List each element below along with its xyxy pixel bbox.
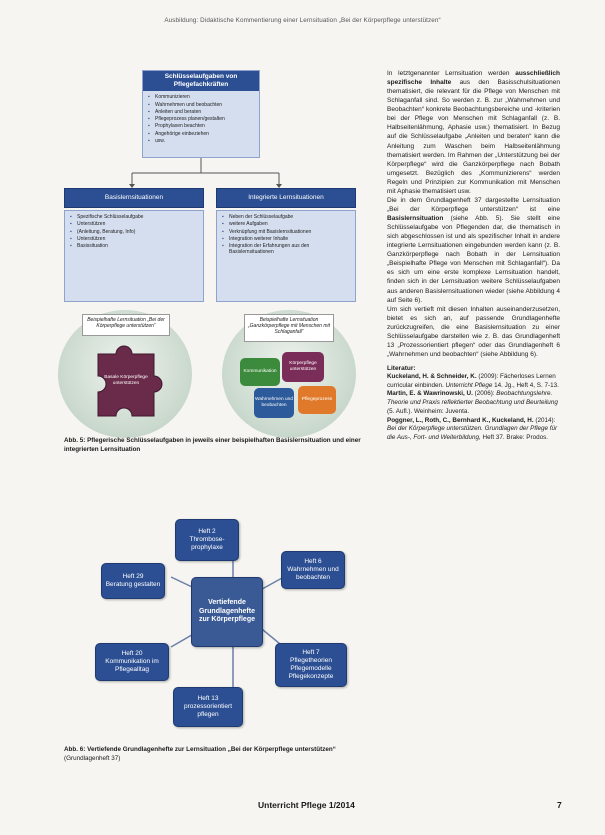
text-emphasis: ausschließlich spezifische Inhalte bbox=[387, 70, 560, 87]
running-head: Ausbildung: Didaktische Kommentierung einer Lernsituation „Bei der Körperpflege unterstützen“ bbox=[164, 17, 441, 24]
node-text: Beratung gestalten bbox=[105, 581, 161, 588]
booklet-2-node bbox=[175, 519, 239, 561]
node-title: Heft 6 bbox=[304, 558, 322, 566]
puzzle-piece-communication: Kommunikation bbox=[240, 358, 280, 386]
lit-text: (2009): Fächerloses Lernen curricular einbinden. bbox=[387, 373, 556, 389]
booklet-29-node bbox=[101, 563, 165, 599]
figure-2-caption-source: (Grundlagenheft 37) bbox=[64, 754, 121, 762]
center-node: Vertiefende Grundlagenhefte zur Körperpflege bbox=[191, 577, 263, 647]
node-text: Kommunikation im Pflegealltag bbox=[105, 658, 159, 673]
basis-puzzle-label: Basale Körperpflege unterstützen bbox=[104, 375, 148, 386]
lit-authors: Kuckeland, H. & Schneider, K. bbox=[387, 373, 477, 381]
lit-tail: Heft 37. Brake: Prodos. bbox=[480, 433, 549, 441]
basis-item: ▪ Basissituation bbox=[70, 243, 198, 249]
basis-header: Basislernsituationen bbox=[64, 188, 204, 208]
key-task-item: ▪ Wahrnehmen und beobachten bbox=[148, 102, 254, 108]
integrated-example-label: Beispielhafte Lernsituation „Ganzkörperpflege mit Menschen mit Schlaganfall“ bbox=[244, 314, 334, 342]
integrated-header: Integrierte Lernsituationen bbox=[216, 188, 356, 208]
node-text: Thrombose-prophylaxe bbox=[189, 536, 225, 551]
puzzle-piece-observe: Wahrnehmen und beobachten bbox=[254, 388, 294, 418]
figure-2 bbox=[75, 515, 375, 740]
booklet-20-node bbox=[95, 643, 169, 681]
literature-entry bbox=[387, 417, 560, 443]
integrated-item: ▪ Verknüpfung mit Basislernsituationen bbox=[222, 229, 350, 235]
key-task-item: ▪ Prophylaxen beachten bbox=[148, 123, 254, 129]
literature-heading: Literatur: bbox=[387, 365, 416, 372]
node-text: Wahrnehmen und beobachten bbox=[287, 566, 339, 581]
paragraph-1 bbox=[387, 69, 560, 196]
lit-tail: (5. Aufl.). Weinheim: Juventa. bbox=[387, 407, 470, 415]
integrated-item: ▪ Integration weiterer Inhalte bbox=[222, 236, 350, 242]
lit-authors: Martin, E. & Wawrinowski, U. bbox=[387, 390, 473, 398]
lit-tail: 14. Jg., Heft 4, S. 7-13. bbox=[492, 381, 559, 389]
lit-title: Beobachtungslehre. Theorie und Praxis reflektierter Beobachtung und Beurteilung bbox=[387, 390, 558, 407]
figure-1 bbox=[64, 70, 376, 448]
basis-list-box bbox=[64, 210, 204, 302]
puzzle-piece-process: Pflegeprozess bbox=[298, 386, 336, 414]
key-task-item: ▪ Kommunizieren bbox=[148, 94, 254, 100]
node-title: Heft 29 bbox=[122, 573, 144, 581]
lit-title: Unterricht Pflege bbox=[445, 381, 493, 389]
body-text-column bbox=[387, 69, 560, 443]
booklet-7-node bbox=[275, 643, 347, 687]
paragraph-2 bbox=[387, 196, 560, 305]
node-title: Heft 20 bbox=[121, 650, 143, 658]
integrated-item: ▪ weitere Aufgaben bbox=[222, 221, 350, 227]
node-text: Pflegetheorien Pflegemodelle Pflegekonzepte bbox=[288, 657, 334, 680]
integrated-item: ▪ Neben der Schlüsselaufgabe bbox=[222, 214, 350, 220]
integrated-list-box bbox=[216, 210, 356, 302]
basis-item: ▪ Unterstützen bbox=[70, 236, 198, 242]
node-title: Heft 2 bbox=[198, 528, 216, 536]
lit-authors: Poggner, L., Roth, C., Bernhard K., Kuckeland, H. bbox=[387, 416, 534, 424]
node-title: Heft 13 bbox=[197, 695, 219, 703]
magazine-issue: Unterricht Pflege 1/2014 bbox=[258, 800, 355, 810]
basis-item: ▪ Spezifische Schlüsselaufgabe bbox=[70, 214, 198, 220]
node-text: prozessorientiert pflegen bbox=[183, 703, 233, 718]
basis-item: ▪ (Anleitung, Beratung, Info) bbox=[70, 229, 198, 235]
integrated-item: ▪ Integration der Erfahrungen aus den Basislernsituationen bbox=[222, 243, 350, 256]
text-span: aus den Basisschulsituationen thematisiert, die relevant für die Pflege von Menschen mit Schlaganfall sind. So werden z. B. zur „Wahrnehmen und Beobachten“ konkrete Beobachtungsbereiche und -kriterien bei der Pflege von Menschen mit Schlaganfall (z. B. Halbseitenlähmung, Aphasie usw.) thematisiert. In Bezug auf die Schlüsselaufgabe „Anleiten und beraten“ kann die Anleitung zum Waschen beim Halbseitenlähmung thematisiert werden. Im Rahmen der „Unterstützung bei der Körperpflege“ wird die Ganzkörperpflege nach Bobath umgesetzt. Bezüglich des „Kommunizierens“ werden Regeln und Prinzipien zur Kommunikation mit Menschen mit Aphasie thematisiert usw. bbox=[387, 79, 560, 195]
lit-text: (2014): bbox=[533, 416, 556, 424]
lit-title: Bei der Körperpflege unterstützen. Grundlagen der Pflege für die Aus-, Fort- und Weiterbildung, bbox=[387, 425, 558, 441]
literature-entry bbox=[387, 373, 560, 390]
key-task-item: ▪ Pflegeprozess planen/gestalten bbox=[148, 116, 254, 122]
booklet-6-node bbox=[281, 551, 345, 589]
figure-2-caption bbox=[64, 746, 376, 763]
page-number: 7 bbox=[557, 800, 562, 810]
literature-entry bbox=[387, 390, 560, 416]
text-span: (siehe Abb. 5). Sie stellt eine Schlüsselaufgabe von Pflegenden dar, die thematisch in sich abgeschlossen ist und als spezifischer Inhalt in andere integrierte Lernsituationen eingebunden werden kann (z. B. Ganzkörperpflege nach Bobath in der Lernsituation „Beispielhafte Pflege von Menschen mit Schlaganfall“). Da es sich um eine erste komplexe Lernsituation handelt, finden sich in der Lernsituation weitere Schlüsselaufgaben aus anderen Basislernsituationen wieder (siehe Abbildung 4 auf Seite 6). bbox=[387, 215, 560, 304]
text-emphasis: Basislernsituation bbox=[387, 215, 444, 222]
puzzle-piece-bodycare: Körperpflege unterstützen bbox=[282, 352, 324, 382]
key-task-item: ▪ Angehörige einbeziehen bbox=[148, 131, 254, 137]
key-task-item: ▪ Anleiten und beraten bbox=[148, 109, 254, 115]
figure-1-caption bbox=[64, 437, 376, 454]
paragraph-3: Um sich vertieft mit diesen Inhalten auseinanderzusetzen, bietet es sich an, auf passende Grundlagenhefte zurückzugreifen, die eine Basislernsituation zu einer Schlüsselaufgabe darstellen wie z. B. das Grundlagenheft 13 „Prozessorientiert pflegen“ oder das Grundlagenheft 6 „Wahrnehmen und beobachten“ (siehe Abbildung 6). bbox=[387, 305, 560, 358]
key-task-item: ▪ usw. bbox=[148, 138, 254, 144]
figure-2-caption-bold: Abb. 6: Vertiefende Grundlagenhefte zur Lernsituation „Bei der Körperpflege unterstützen“ bbox=[64, 746, 336, 753]
node-title: Heft 7 bbox=[302, 649, 320, 657]
basis-example-label: Beispielhafte Lernsituation „Bei der Körperpflege unterstützen“ bbox=[82, 314, 170, 336]
figure-1-caption-text: Abb. 5: Pflegerische Schlüsselaufgaben in jeweils einer beispielhaften Basislernsituation und einer integrierten Lernsituation bbox=[64, 437, 361, 453]
booklet-13-node bbox=[173, 687, 243, 727]
text-span: In letztgenannter Lernsituation werden bbox=[387, 70, 516, 77]
text-span: Die in dem Grundlagenheft 37 dargestellte Lernsituation „Bei der Körperpflege unterstützen“ ist eine bbox=[387, 196, 560, 213]
basis-item: ▪ Unterstützen bbox=[70, 221, 198, 227]
lit-text: (2006): bbox=[472, 390, 497, 398]
key-tasks-title: Schlüsselaufgaben von Pflegefachkräften bbox=[143, 71, 259, 91]
